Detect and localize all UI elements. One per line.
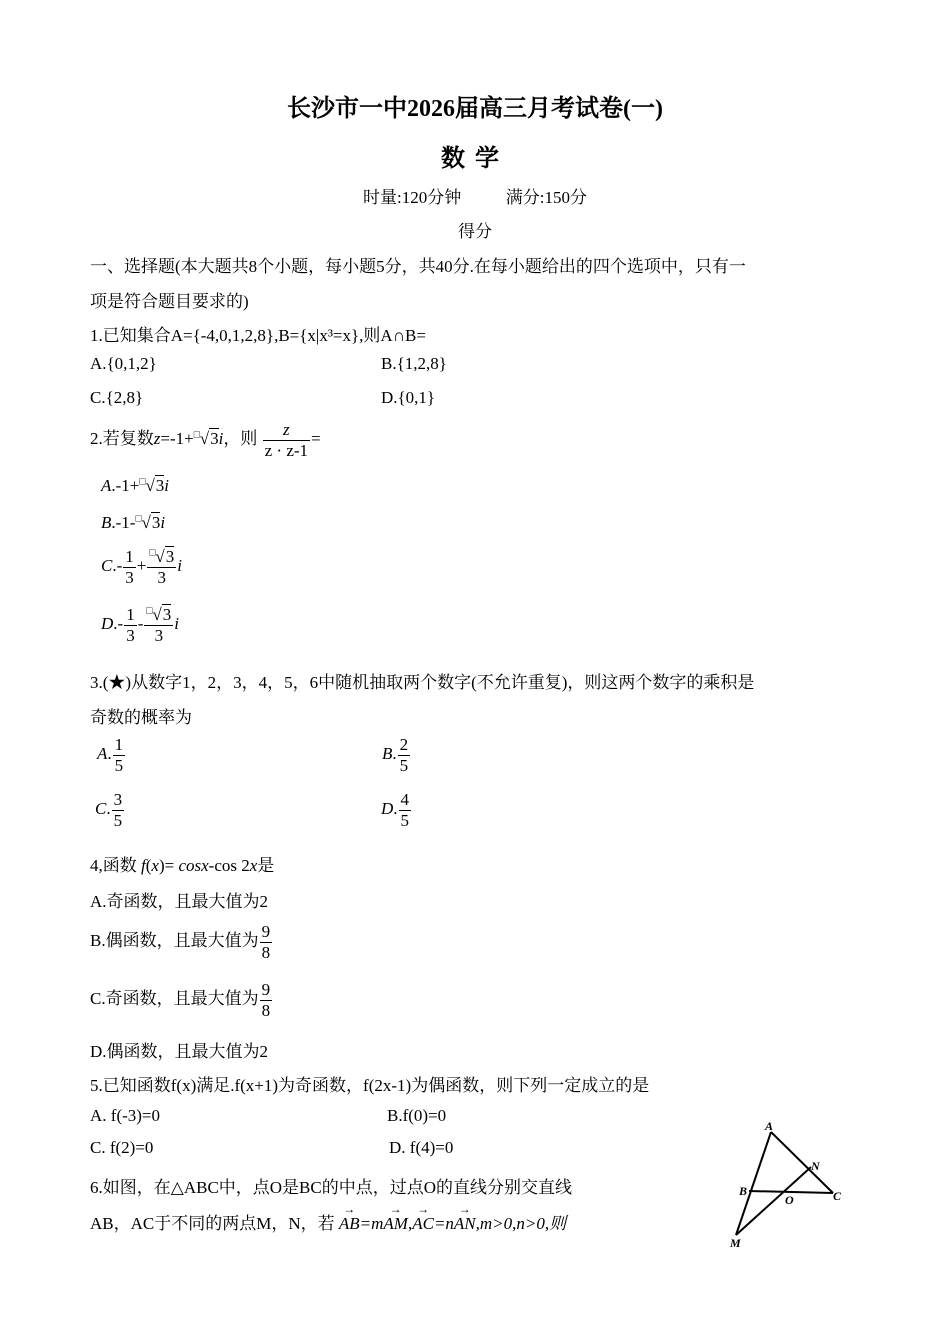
q2-option-b: B.-1-□√3i	[101, 513, 166, 532]
q4-option-b: B.偶函数，且最大值为 $\frac{9}{8}$	[90, 922, 271, 962]
q1-option-c: C.{2,8}	[90, 388, 144, 407]
exam-info	[0, 183, 950, 208]
q3-option-b: B. $\frac{2}{5}$	[382, 735, 409, 775]
radical: □√3	[193, 428, 219, 448]
q5-option-c: C. f(2)=0	[90, 1138, 154, 1157]
section-heading-line1: 一、选择题(本大题共8个小题，每小题5分，共40分.在每小题给出的四个选项中，只有一	[90, 257, 746, 276]
q2-fraction: $\frac{z}{z \cdot z-1}$	[264, 420, 309, 460]
q2-option-a: A.-1+□√3i	[101, 476, 170, 495]
label-a: A	[765, 1120, 774, 1133]
section-heading-line2: 项是符合题目要求的)	[90, 292, 249, 311]
q6-line1: 6.如图，在△ABC中，点O是BC的中点，过点O的直线分别交直线	[90, 1178, 573, 1197]
q5-option-d: D. f(4)=0	[389, 1138, 454, 1157]
score-info: 满分:150分	[505, 188, 587, 207]
q5-option-b: B.f(0)=0	[387, 1106, 447, 1125]
q3-stem-line1: 3.(★)从数字1，2，3，4，5，6中随机抽取两个数字(不允许重复)，则这两个数字的乘积是	[90, 673, 755, 692]
q3-option-a: A. $\frac{1}{5}$	[97, 735, 124, 775]
time-info: 时量:120分钟	[363, 188, 462, 207]
q4-stem: 4,函数 f(x)= cosx-cos 2x是	[90, 856, 275, 875]
q5-option-a: A. f(-3)=0	[90, 1106, 161, 1125]
score-label: 得分	[458, 222, 492, 241]
q5-stem: 5.已知函数f(x)满足.f(x+1)为奇函数，f(2x-1)为偶函数，则下列一定成立的是	[90, 1076, 650, 1095]
q3-option-c: C. $\frac{3}{5}$	[95, 790, 123, 830]
q1-option-b: B.{1,2,8}	[381, 354, 447, 373]
q6-line2: AB，AC于不同的两点M，N，若 → AB=m→ AM,→ AC=n→ AN,m>0,n>0,则	[90, 1209, 566, 1234]
q2-stem: 2.若复数z=-1+□√3i，则 $\frac{z}{z \cdot z-1}$ =	[90, 420, 321, 460]
triangle-figure	[725, 1120, 855, 1255]
label-c: C	[833, 1189, 842, 1203]
q4-option-a: A.奇函数，且最大值为2	[90, 892, 269, 911]
q3-option-d: D. $\frac{4}{5}$	[381, 790, 410, 830]
q4-option-c: C.奇函数，且最大值为 $\frac{9}{8}$	[90, 980, 271, 1020]
subject-title: 数学	[441, 146, 509, 172]
q3-stem-line2: 奇数的概率为	[90, 708, 192, 727]
label-o: O	[785, 1193, 794, 1207]
label-n: N	[811, 1159, 820, 1173]
q1-stem: 1.已知集合A={-4,0,1,2,8},B={x|x³=x},则A∩B=	[90, 326, 426, 345]
q4-option-d: D.偶函数，且最大值为2	[90, 1042, 269, 1061]
q2-option-c: C.- $\frac{1}{3}$ + $\frac{^□√3}{3}$ i	[101, 547, 182, 587]
q2-option-d: D.- $\frac{1}{3}$ - $\frac{^□√3}{3}$ i	[101, 605, 179, 645]
side-ac	[771, 1132, 833, 1193]
q1-option-d: D.{0,1}	[381, 388, 436, 407]
label-m: M	[730, 1236, 741, 1250]
q1-option-a: A.{0,1,2}	[90, 354, 157, 373]
label-b: B	[739, 1184, 748, 1198]
exam-title: 长沙市一中2026届高三月考试卷(一)	[287, 96, 663, 122]
